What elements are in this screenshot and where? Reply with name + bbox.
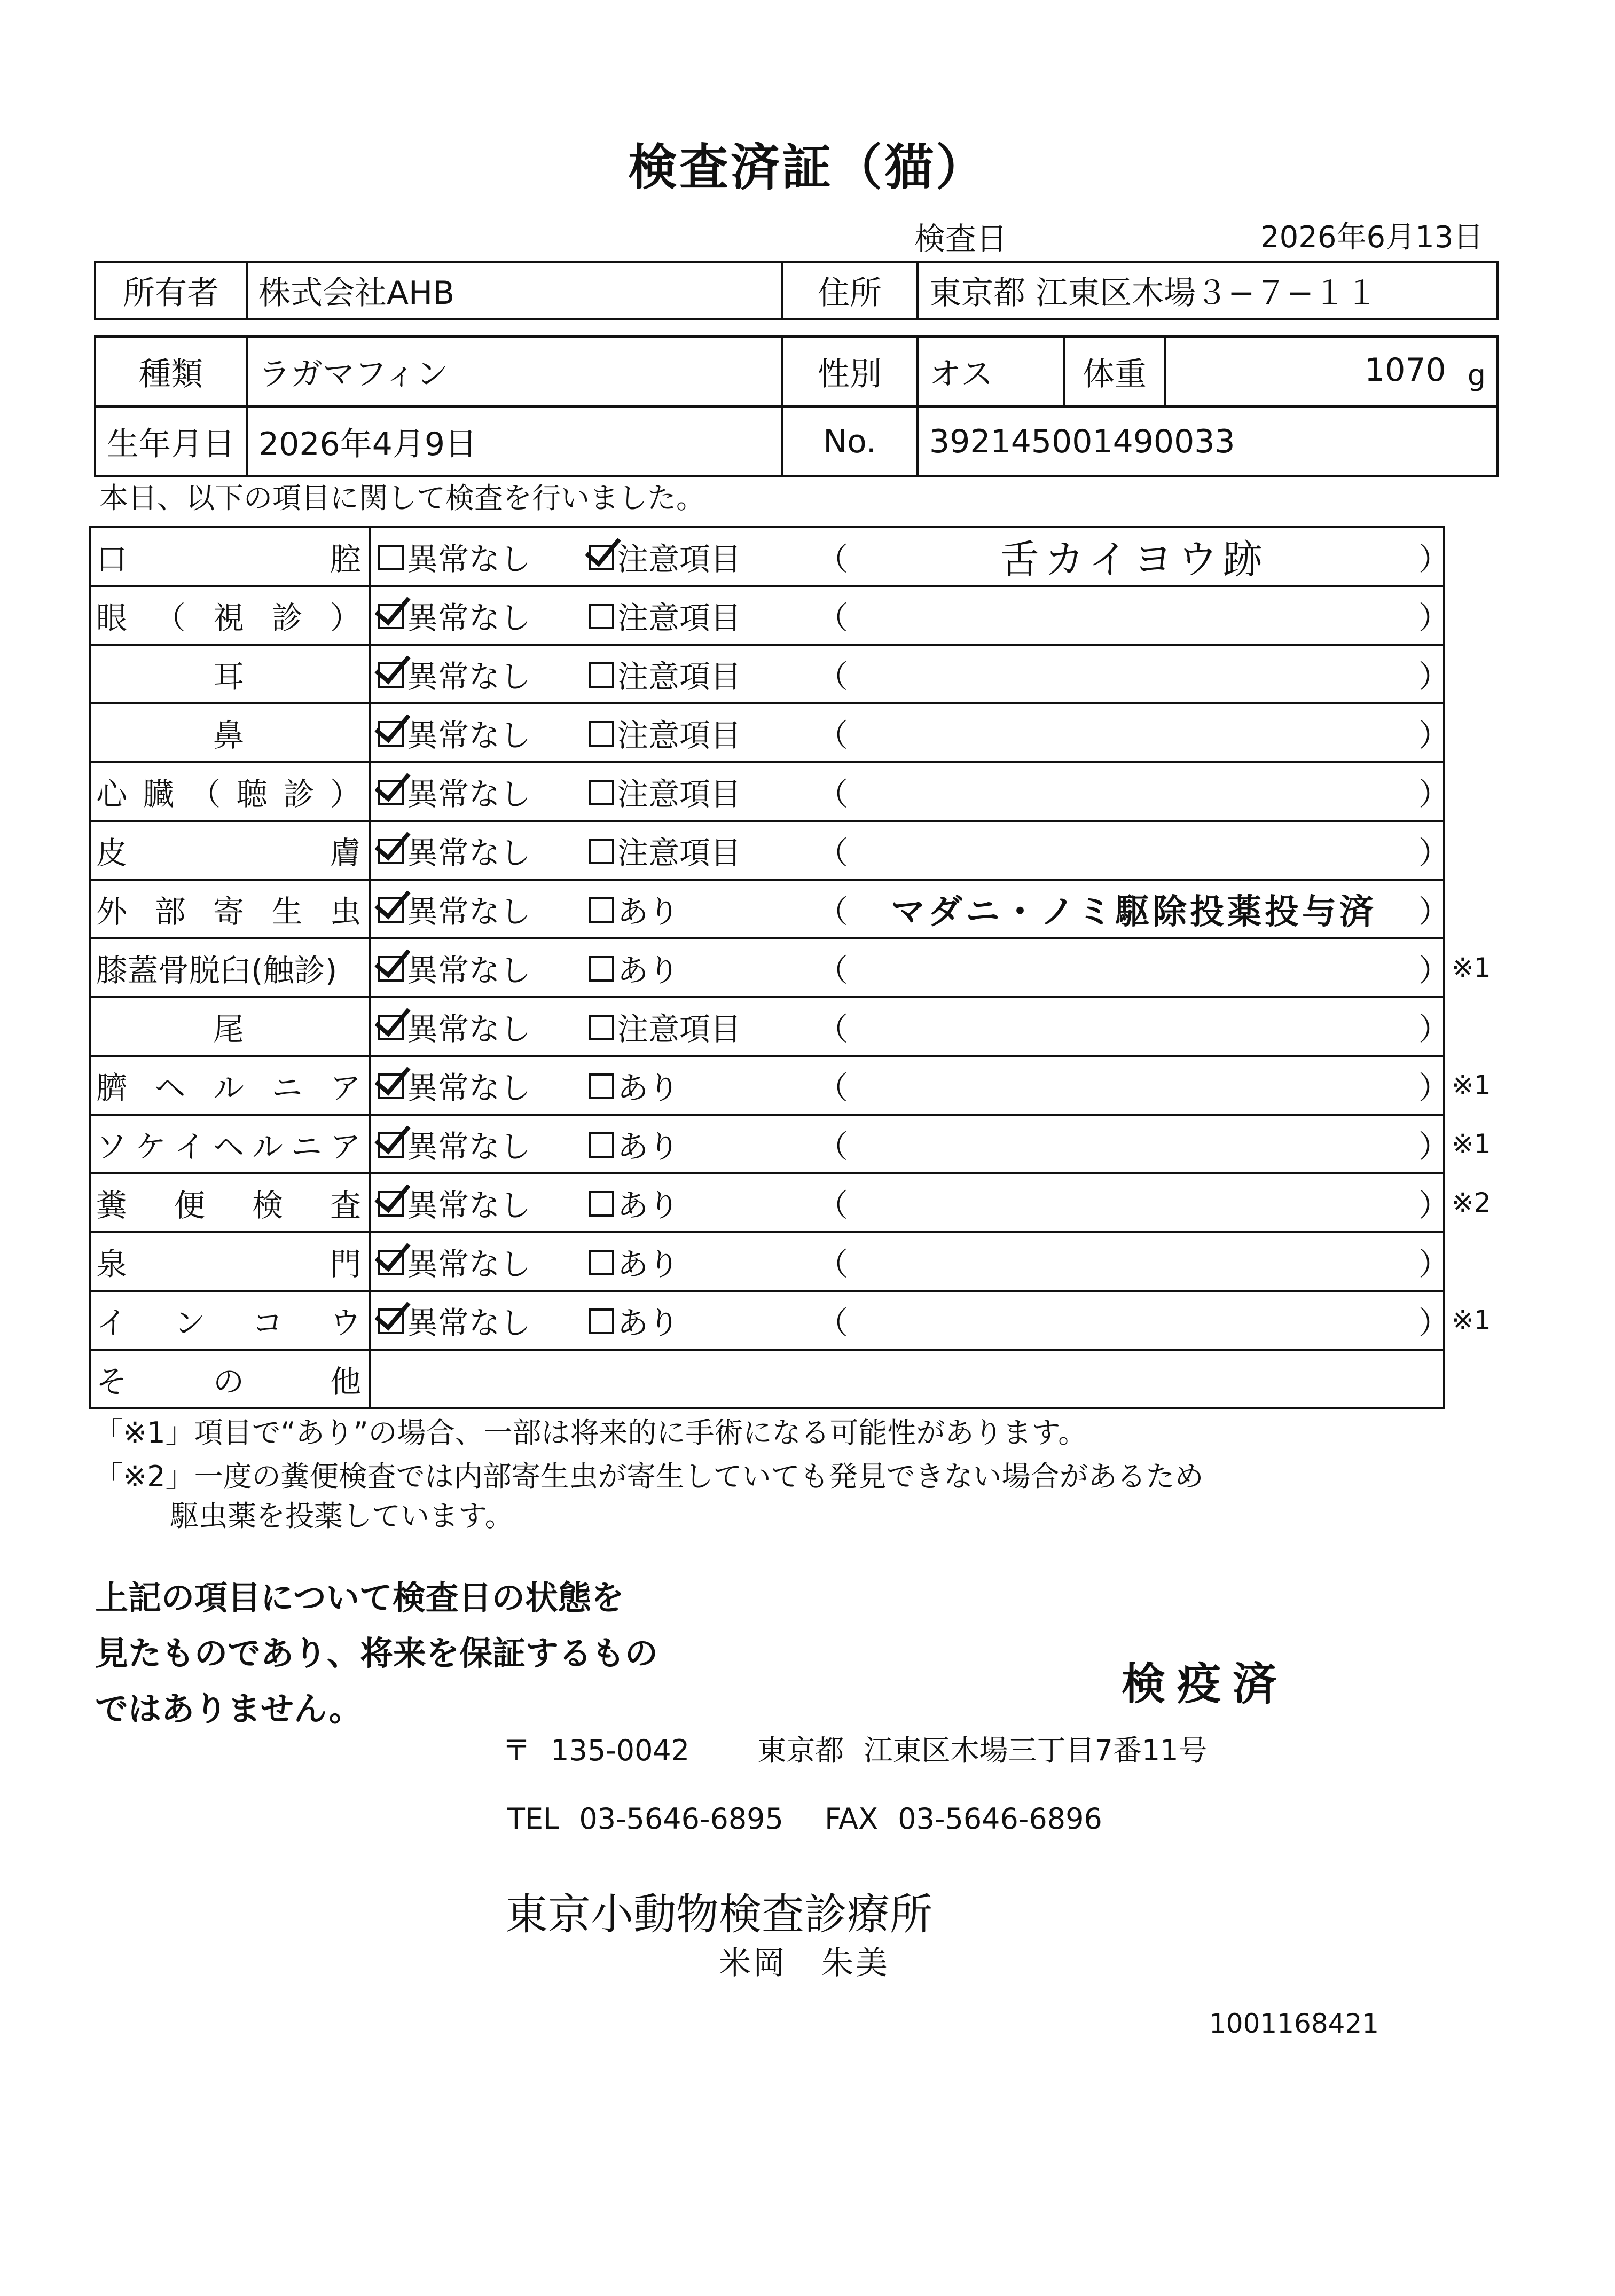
paren-open: （ xyxy=(817,541,849,577)
owner-table xyxy=(94,261,1499,320)
postal-code: 〒 135-0042 xyxy=(502,1734,690,1767)
paren-close: ） xyxy=(1418,835,1450,871)
normal-label: 異常なし xyxy=(407,659,531,695)
normal-checkbox[interactable] xyxy=(378,604,404,629)
paren-open: （ xyxy=(817,659,849,695)
footnote-mark: ※1 xyxy=(1452,1129,1491,1159)
item-name xyxy=(90,703,370,762)
address-label: 住所 xyxy=(782,262,918,319)
paren-close: ） xyxy=(1418,659,1450,695)
fax-number: FAX 03-5646-6896 xyxy=(825,1802,1102,1836)
item-name-char: ） xyxy=(330,776,361,812)
quarantine-stamp: 検疫済 xyxy=(1122,1659,1289,1710)
normal-checkbox[interactable] xyxy=(378,1191,404,1217)
item-name-char: ウ xyxy=(330,1305,361,1341)
footnote-mark: ※1 xyxy=(1452,1070,1491,1101)
item-name-char: コ xyxy=(252,1305,283,1341)
disclaimer xyxy=(95,1570,658,1737)
finding-label: あり xyxy=(617,894,680,930)
item-name xyxy=(90,762,370,821)
paren-close: ） xyxy=(1418,717,1450,754)
disclaimer-line: ではありません。 xyxy=(95,1689,362,1728)
item-name-char: 尾 xyxy=(213,1011,244,1047)
paren-open: （ xyxy=(817,1187,849,1224)
paren-open: （ xyxy=(817,835,849,871)
item-name-char: そ xyxy=(96,1364,128,1400)
item-result xyxy=(370,703,1450,762)
item-name-char: （ xyxy=(190,776,221,812)
address-value: 東京都 江東区木場３−７−１１ xyxy=(918,262,1498,319)
no-value: 392145001490033 xyxy=(918,406,1498,476)
normal-label: 異常なし xyxy=(407,1246,531,1282)
footnote-mark: ※1 xyxy=(1452,952,1491,983)
table-row xyxy=(90,997,1444,1056)
table-row xyxy=(90,938,1444,997)
breed-value: ラガマフィン xyxy=(247,336,782,406)
intro-text: 本日、以下の項目に関して検査を行いました。 xyxy=(99,481,705,515)
item-name-char: 心 xyxy=(96,776,128,812)
normal-checkbox[interactable] xyxy=(378,839,404,864)
inspection-checklist xyxy=(89,526,1450,1409)
paren-open: （ xyxy=(817,952,849,989)
item-name xyxy=(90,1232,370,1291)
item-name-char: 糞 xyxy=(96,1187,128,1224)
page-title: 検査済証（猫） xyxy=(628,139,987,196)
paren-open: （ xyxy=(817,1070,849,1106)
finding-label: 注意項目 xyxy=(617,717,742,754)
table-row xyxy=(90,703,1444,762)
finding-label: あり xyxy=(617,952,680,989)
paren-close: ） xyxy=(1418,1305,1450,1341)
sex-label: 性別 xyxy=(782,336,918,406)
finding-checkbox[interactable] xyxy=(589,839,614,864)
item-name-char: （ xyxy=(154,600,186,636)
normal-label: 異常なし xyxy=(407,894,531,930)
item-name-char: ケ xyxy=(135,1129,166,1165)
normal-label: 異常なし xyxy=(407,1187,531,1224)
item-result xyxy=(370,645,1450,703)
item-name-char: 眼 xyxy=(96,600,128,636)
table-row xyxy=(90,1056,1444,1115)
finding-checkbox[interactable] xyxy=(589,1308,614,1334)
paren-open: （ xyxy=(817,1129,849,1165)
item-name-char: 診 xyxy=(283,776,315,812)
item-result xyxy=(370,762,1450,821)
item-name-char: ヘ xyxy=(154,1070,186,1106)
normal-checkbox[interactable] xyxy=(378,721,404,747)
item-name xyxy=(90,938,370,997)
footnote-1: 「※1」項目で“あり”の場合、一部は将来的に手術になる可能性があります。 xyxy=(94,1416,1087,1449)
sex-value: オス xyxy=(918,336,1064,406)
item-result xyxy=(370,527,1450,586)
item-result xyxy=(370,938,1450,997)
item-name-char: イ xyxy=(96,1305,128,1341)
item-name xyxy=(90,1173,370,1232)
normal-label: 異常なし xyxy=(407,1011,531,1047)
item-result xyxy=(370,1232,1450,1291)
disclaimer-line: 上記の項目について検査日の状態を xyxy=(95,1578,624,1617)
item-name-char: 膚 xyxy=(330,835,361,871)
normal-checkbox[interactable] xyxy=(378,1132,404,1158)
item-name-char: イ xyxy=(174,1129,205,1165)
finding-checkbox[interactable] xyxy=(589,1132,614,1158)
finding-checkbox[interactable] xyxy=(589,897,614,923)
clinic-address-line xyxy=(502,1728,1208,1769)
item-name-char: 聴 xyxy=(236,776,268,812)
item-name-char: ソ xyxy=(96,1129,128,1165)
normal-label: 異常なし xyxy=(407,1070,531,1106)
item-name xyxy=(90,586,370,645)
item-name xyxy=(90,880,370,938)
tel-number: TEL 03-5646-6895 xyxy=(507,1802,783,1836)
normal-checkbox[interactable] xyxy=(378,780,404,805)
finding-label: 注意項目 xyxy=(617,1011,742,1047)
finding-label: 注意項目 xyxy=(617,600,742,636)
finding-checkbox[interactable] xyxy=(589,1015,614,1040)
normal-checkbox[interactable] xyxy=(378,1015,404,1040)
table-row xyxy=(90,1173,1444,1232)
paren-open: （ xyxy=(817,600,849,636)
item-name-char: ン xyxy=(174,1305,205,1341)
item-name-char: 鼻 xyxy=(213,717,244,754)
item-result xyxy=(370,1056,1450,1115)
normal-label: 異常なし xyxy=(407,600,531,636)
item-name-char: ア xyxy=(330,1070,361,1106)
clinic-address: 東京都 江東区木場三丁目7番11号 xyxy=(757,1734,1208,1767)
finding-checkbox[interactable] xyxy=(589,604,614,629)
table-row xyxy=(90,586,1444,645)
disclaimer-line: 見たものであり、将来を保証するもの xyxy=(95,1634,658,1673)
item-result xyxy=(370,1115,1450,1173)
weight-value: 1070 xyxy=(1365,351,1446,389)
item-name-char: ヘ xyxy=(213,1129,244,1165)
breed-label: 種類 xyxy=(95,336,247,406)
item-name-char: ニ xyxy=(291,1129,322,1165)
normal-label: 異常なし xyxy=(407,1305,531,1341)
item-name-char: 耳 xyxy=(213,659,244,695)
normal-label: 異常なし xyxy=(407,541,531,577)
item-result xyxy=(370,1291,1450,1350)
item-name xyxy=(90,1291,370,1350)
item-name-char: ） xyxy=(330,600,361,636)
paren-close: ） xyxy=(1418,1246,1450,1282)
item-name-char: 泉 xyxy=(96,1246,128,1282)
finding-label: 注意項目 xyxy=(617,659,742,695)
item-name xyxy=(90,821,370,880)
normal-checkbox[interactable] xyxy=(378,545,404,570)
normal-label: 異常なし xyxy=(407,776,531,812)
finding-label: 注意項目 xyxy=(617,776,742,812)
footnote-2-line2: 駆虫薬を投薬しています。 xyxy=(170,1499,514,1533)
item-name xyxy=(90,1056,370,1115)
paren-close: ） xyxy=(1418,776,1450,812)
item-result xyxy=(370,586,1450,645)
item-name-char: 門 xyxy=(330,1246,361,1282)
normal-checkbox[interactable] xyxy=(378,662,404,688)
table-row xyxy=(90,762,1444,821)
paren-close: ） xyxy=(1418,600,1450,636)
paren-close: ） xyxy=(1418,952,1450,989)
item-name-char: 臓 xyxy=(143,776,174,812)
normal-label: 異常なし xyxy=(407,952,531,989)
paren-close: ） xyxy=(1418,1187,1450,1224)
item-name-char: 生 xyxy=(271,894,303,930)
other-notes[interactable] xyxy=(370,1350,1444,1408)
paren-close: ） xyxy=(1418,1129,1450,1165)
table-row xyxy=(90,821,1444,880)
document-number: 1001168421 xyxy=(1209,2008,1379,2039)
paren-open: （ xyxy=(817,894,849,930)
table-row xyxy=(90,1232,1444,1291)
weight-unit: g xyxy=(1467,358,1486,392)
weight-cell xyxy=(1165,336,1498,406)
normal-checkbox[interactable] xyxy=(378,897,404,923)
no-label: No. xyxy=(782,406,918,476)
item-name-char: 虫 xyxy=(330,894,361,930)
finding-checkbox[interactable] xyxy=(589,662,614,688)
item-note: マダニ・ノミ駆除投薬投与済 xyxy=(891,892,1377,932)
paren-open: （ xyxy=(817,1011,849,1047)
item-name-char: ア xyxy=(330,1129,361,1165)
item-name-char: 部 xyxy=(154,894,186,930)
item-name xyxy=(90,1350,370,1408)
finding-label: 注意項目 xyxy=(617,541,742,577)
finding-label: あり xyxy=(617,1187,680,1224)
paren-close: ） xyxy=(1418,1011,1450,1047)
dob-value: 2026年4月9日 xyxy=(247,406,782,476)
owner-value: 株式会社AHB xyxy=(247,262,782,319)
inspection-date-label: 検査日 xyxy=(914,221,1008,257)
finding-checkbox[interactable] xyxy=(589,545,614,570)
table-row xyxy=(90,527,1444,586)
finding-label: あり xyxy=(617,1305,680,1341)
table-row xyxy=(90,880,1444,938)
dob-label: 生年月日 xyxy=(95,406,247,476)
paren-close: ） xyxy=(1418,894,1450,930)
normal-label: 異常なし xyxy=(407,835,531,871)
weight-label: 体重 xyxy=(1064,336,1165,406)
normal-checkbox[interactable] xyxy=(378,956,404,982)
item-name xyxy=(90,1115,370,1173)
inspector-name: 米岡 朱美 xyxy=(719,1945,890,1982)
finding-checkbox[interactable] xyxy=(589,780,614,805)
finding-label: あり xyxy=(617,1070,680,1106)
item-name-char: 皮 xyxy=(96,835,128,871)
table-row xyxy=(90,645,1444,703)
item-result xyxy=(370,997,1450,1056)
normal-label: 異常なし xyxy=(407,717,531,754)
finding-checkbox[interactable] xyxy=(589,1073,614,1099)
item-name-char: 診 xyxy=(271,600,303,636)
item-name-char: 外 xyxy=(96,894,128,930)
item-result xyxy=(370,1173,1450,1232)
item-note: 舌カイヨウ跡 xyxy=(1000,537,1268,583)
finding-label: 注意項目 xyxy=(617,835,742,871)
item-name xyxy=(90,645,370,703)
item-result xyxy=(370,821,1450,880)
normal-checkbox[interactable] xyxy=(378,1308,404,1334)
paren-close: ） xyxy=(1418,541,1450,577)
item-name-char: ル xyxy=(213,1070,244,1106)
finding-checkbox[interactable] xyxy=(589,1250,614,1275)
footnote-mark: ※1 xyxy=(1452,1305,1491,1336)
item-name-char: 視 xyxy=(213,600,244,636)
contact-line xyxy=(507,1802,1102,1836)
item-name-char: 検 xyxy=(252,1187,283,1224)
finding-checkbox[interactable] xyxy=(589,956,614,982)
item-name xyxy=(90,527,370,586)
normal-label: 異常なし xyxy=(407,1129,531,1165)
paren-open: （ xyxy=(817,717,849,754)
animal-table xyxy=(94,335,1499,477)
finding-checkbox[interactable] xyxy=(589,1191,614,1217)
finding-label: あり xyxy=(617,1246,680,1282)
item-name-char: 査 xyxy=(330,1187,361,1224)
paren-close: ） xyxy=(1418,1070,1450,1106)
item-name-char: 臍 xyxy=(96,1070,128,1106)
finding-label: あり xyxy=(617,1129,680,1165)
table-row xyxy=(90,1291,1444,1350)
finding-checkbox[interactable] xyxy=(589,721,614,747)
footnote-mark: ※2 xyxy=(1452,1187,1491,1218)
paren-open: （ xyxy=(817,776,849,812)
item-name xyxy=(90,997,370,1056)
table-row xyxy=(90,1115,1444,1173)
normal-checkbox[interactable] xyxy=(378,1250,404,1275)
item-name-char: 寄 xyxy=(213,894,244,930)
item-name-char: 他 xyxy=(330,1364,361,1400)
item-name-char: 腔 xyxy=(330,541,361,577)
paren-open: （ xyxy=(817,1305,849,1341)
paren-open: （ xyxy=(817,1246,849,1282)
footnote-2-line1: 「※2」一度の糞便検査では内部寄生虫が寄生していても発見できない場合があるため xyxy=(94,1460,1204,1493)
item-name-char: ニ xyxy=(271,1070,303,1106)
table-row xyxy=(90,1350,1444,1408)
normal-checkbox[interactable] xyxy=(378,1073,404,1099)
item-name-char: ル xyxy=(252,1129,283,1165)
clinic-name: 東京小動物検査診療所 xyxy=(505,1890,932,1939)
item-name-char: 口 xyxy=(96,541,128,577)
item-name-char: の xyxy=(213,1364,244,1400)
item-result xyxy=(370,880,1450,938)
item-name-char: 便 xyxy=(174,1187,205,1224)
item-name-char: 膝蓋骨脱臼(触診) xyxy=(96,952,338,989)
owner-label: 所有者 xyxy=(95,262,247,319)
inspection-date: 2026年6月13日 xyxy=(1260,220,1484,255)
